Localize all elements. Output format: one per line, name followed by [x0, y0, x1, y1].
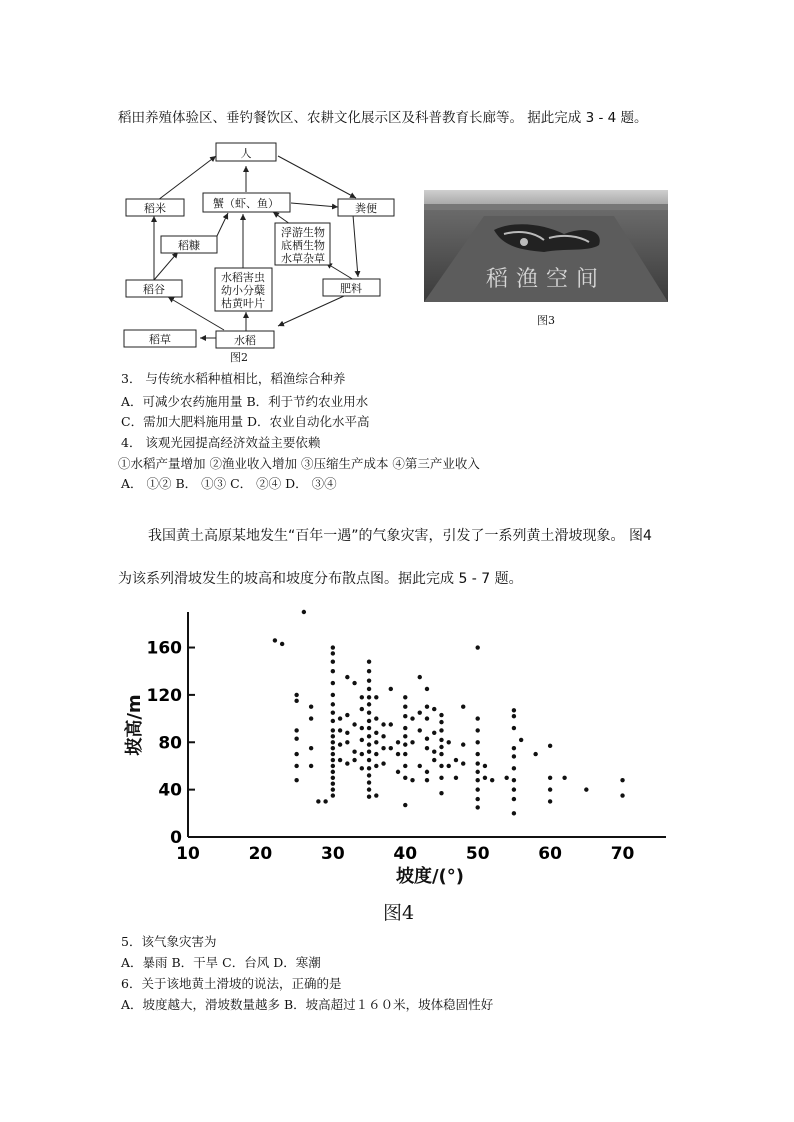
scatter-point — [475, 797, 479, 801]
scatter-point — [360, 738, 364, 742]
scatter-point — [367, 710, 371, 714]
x-tick-label: 50 — [465, 844, 490, 864]
scatter-point — [331, 660, 335, 664]
scatter-point — [475, 740, 479, 744]
node-fuyou-1: 浮游生物 — [281, 226, 325, 239]
scatter-point — [512, 797, 516, 801]
intro-text: 稻田养殖体验区、垂钓餐饮区、农耕文化展示区及科普教育长廊等。 据此完成 3 - 4 题。 — [118, 110, 648, 126]
x-tick-label: 60 — [538, 844, 562, 864]
scatter-point — [331, 746, 335, 750]
scatter-point — [367, 702, 371, 706]
figure-2-caption: 图2 — [230, 351, 248, 364]
scatter-point — [475, 716, 479, 720]
scatter-point — [331, 651, 335, 655]
scatter-point — [374, 716, 378, 720]
scatter-point — [396, 740, 400, 744]
scatter-point — [367, 687, 371, 691]
scatter-point — [294, 737, 298, 741]
scatter-point — [512, 778, 516, 782]
scatter-point — [360, 752, 364, 756]
scatter-point — [374, 752, 378, 756]
scatter-point — [454, 758, 458, 762]
scatter-point — [360, 726, 364, 730]
scatter-point — [309, 705, 313, 709]
scatter-point — [519, 738, 523, 742]
scatter-point — [439, 713, 443, 717]
scatter-point — [331, 782, 335, 786]
scatter-point — [483, 764, 487, 768]
question-5-options: A．暴雨 B．干旱 C．台风 D．寒潮 — [121, 955, 321, 970]
scatter-point — [280, 642, 284, 646]
x-tick-label: 30 — [321, 844, 345, 864]
scatter-point — [512, 787, 516, 791]
scatter-point — [352, 722, 356, 726]
scatter-point — [475, 728, 479, 732]
scatter-point — [512, 726, 516, 730]
scatter-point — [367, 742, 371, 746]
scatter-point — [294, 699, 298, 703]
scatter-point — [475, 645, 479, 649]
scatter-point — [338, 742, 342, 746]
field-lettering: 稻渔空间 — [485, 267, 607, 292]
scatter-point — [294, 693, 298, 697]
scatter-point — [367, 726, 371, 730]
scatter-point — [475, 761, 479, 765]
scatter-point — [367, 758, 371, 762]
x-tick-label: 20 — [248, 844, 273, 864]
scatter-point — [294, 752, 298, 756]
scatter-point — [331, 776, 335, 780]
food-chain-diagram — [118, 140, 418, 360]
scatter-point — [548, 787, 552, 791]
scatter-point — [302, 610, 306, 614]
scatter-point — [410, 740, 414, 744]
scatter-point — [584, 787, 588, 791]
scatter-point — [367, 787, 371, 791]
scatter-point — [454, 776, 458, 780]
scatter-point — [381, 722, 385, 726]
scatter-point — [439, 776, 443, 780]
scatter-point — [331, 681, 335, 685]
scatter-point — [461, 761, 465, 765]
scatter-point — [504, 776, 508, 780]
scatter-point — [548, 744, 552, 748]
scatter-point — [418, 675, 422, 679]
question-3-options-cd: C．需加大肥料施用量 D．农业自动化水平高 — [121, 414, 370, 429]
scatter-point — [403, 705, 407, 709]
scatter-point — [620, 778, 624, 782]
scatter-point — [331, 734, 335, 738]
scatter-point — [439, 720, 443, 724]
scatter-point — [439, 764, 443, 768]
scatter-point — [294, 764, 298, 768]
scatter-point — [548, 776, 552, 780]
scatter-point — [367, 750, 371, 754]
scatter-point — [345, 675, 349, 679]
question-4-items: ①水稻产量增加 ②渔业收入增加 ③压缩生产成本 ④第三产业收入 — [118, 456, 480, 471]
scatter-point — [432, 758, 436, 762]
scatter-point — [432, 750, 436, 754]
scatter-point — [331, 719, 335, 723]
scatter-point — [367, 773, 371, 777]
scatter-point — [512, 754, 516, 758]
node-fuyou-2: 底栖生物 — [281, 239, 325, 252]
scatter-point — [367, 795, 371, 799]
y-tick-label: 120 — [146, 685, 182, 706]
scatter-point — [410, 778, 414, 782]
scatter-point — [331, 728, 335, 732]
scatter-point — [403, 803, 407, 807]
scatter-point — [273, 638, 277, 642]
scatter-point — [352, 681, 356, 685]
scatter-point — [439, 728, 443, 732]
scatter-point — [331, 710, 335, 714]
scatter-point — [533, 752, 537, 756]
scatter-point — [374, 695, 378, 699]
scatter-point — [418, 710, 422, 714]
scatter-point — [403, 695, 407, 699]
scatter-point — [316, 799, 320, 803]
scatter-point — [345, 713, 349, 717]
node-shuidao: 水稻 — [234, 334, 256, 347]
question-4-answers: A． ①② B． ①③ C． ②④ D． ③④ — [121, 476, 337, 491]
scatter-point — [490, 778, 494, 782]
scatter-point — [483, 776, 487, 780]
scatter-point — [447, 740, 451, 744]
x-tick-label: 40 — [393, 844, 418, 864]
figure-4-caption: 图4 — [383, 902, 415, 924]
figure-3-caption: 图3 — [537, 314, 555, 327]
scatter-point — [374, 764, 378, 768]
passage-2-line-1: 我国黄土高原某地发生“百年一遇”的气象灾害，引发了一系列黄土滑坡现象。 图4 — [148, 528, 652, 544]
scatter-point — [403, 726, 407, 730]
scatter-point — [338, 758, 342, 762]
rice-field-photo — [424, 190, 668, 302]
scatter-point — [432, 731, 436, 735]
scatter-point — [425, 705, 429, 709]
scatter-point — [418, 728, 422, 732]
node-haichong-3: 枯黄叶片 — [221, 297, 265, 310]
scatter-point — [381, 761, 385, 765]
passage-2-line-2: 为该系列滑坡发生的坡高和坡度分布散点图。据此完成 5 - 7 题。 — [118, 571, 523, 587]
scatter-point — [425, 687, 429, 691]
scatter-point — [338, 716, 342, 720]
scatter-point — [360, 707, 364, 711]
scatter-point — [331, 693, 335, 697]
scatter-point — [439, 752, 443, 756]
scatter-point — [461, 742, 465, 746]
scatter-point — [512, 811, 516, 815]
scatter-point — [425, 770, 429, 774]
scatter-point — [367, 660, 371, 664]
scatter-point — [447, 764, 451, 768]
scatter-point — [338, 728, 342, 732]
scatter-point — [512, 766, 516, 770]
question-3-options-ab: A．可减少农药施用量 B．利于节约农业用水 — [121, 394, 369, 409]
scatter-point — [367, 780, 371, 784]
scatter-point — [345, 731, 349, 735]
scatter-point — [323, 799, 327, 803]
scatter-point — [331, 645, 335, 649]
scatter-point — [562, 776, 566, 780]
scatter-point — [345, 761, 349, 765]
x-axis-label: 坡度/(°) — [395, 866, 465, 887]
scatter-point — [331, 752, 335, 756]
scatter-point — [367, 766, 371, 770]
scatter-point — [309, 764, 313, 768]
node-fuyou-3: 水草杂草 — [281, 252, 325, 265]
scatter-point — [309, 746, 313, 750]
scatter-point — [425, 778, 429, 782]
node-xie: 蟹（虾、鱼） — [213, 197, 279, 210]
scatter-point — [374, 731, 378, 735]
scatter-point — [512, 746, 516, 750]
scatter-point — [425, 737, 429, 741]
scatter-point — [425, 716, 429, 720]
scatter-point — [389, 746, 393, 750]
scatter-point — [331, 702, 335, 706]
scatter-point — [439, 745, 443, 749]
scatter-point — [475, 778, 479, 782]
scatter-point — [418, 764, 422, 768]
node-ren: 人 — [240, 147, 252, 160]
scatter-point — [294, 728, 298, 732]
question-6-stem: 6．关于该地黄土滑坡的说法，正确的是 — [121, 976, 342, 991]
scatter-point — [367, 695, 371, 699]
scatter-point — [475, 752, 479, 756]
node-daokang: 稻糠 — [178, 239, 200, 252]
scatter-point — [360, 695, 364, 699]
scatter-point — [475, 770, 479, 774]
scatter-point — [512, 708, 516, 712]
scatter-point — [374, 740, 378, 744]
y-tick-label: 0 — [170, 828, 182, 848]
node-haichong-2: 幼小分蘖 — [221, 284, 265, 297]
scatter-point — [512, 714, 516, 718]
question-4-stem: 4． 该观光园提高经济效益主要依赖 — [121, 435, 321, 450]
scatter-point — [367, 678, 371, 682]
y-tick-label: 80 — [158, 733, 182, 754]
y-axis-label: 坡高/m — [124, 694, 145, 756]
scatter-point — [403, 752, 407, 756]
scatter-point — [439, 738, 443, 742]
scatter-point — [331, 758, 335, 762]
scatter-point — [389, 687, 393, 691]
scatter-point — [403, 776, 407, 780]
scatter-point — [331, 669, 335, 673]
node-daogu: 稻谷 — [143, 283, 165, 296]
scatter-point — [425, 746, 429, 750]
node-feiliao: 肥料 — [340, 282, 362, 295]
scatter-point — [331, 764, 335, 768]
scatter-point — [403, 714, 407, 718]
node-daomi: 稻米 — [144, 202, 166, 215]
scatter-point — [389, 722, 393, 726]
scatter-point — [331, 740, 335, 744]
scatter-point — [374, 793, 378, 797]
scatter-point — [475, 805, 479, 809]
node-daocao: 稻草 — [149, 333, 171, 346]
scatter-point — [360, 766, 364, 770]
landslide-scatter-chart — [118, 600, 678, 895]
scatter-point — [548, 799, 552, 803]
scatter-point — [331, 770, 335, 774]
node-haichong-1: 水稻害虫 — [221, 271, 265, 284]
y-tick-label: 40 — [158, 780, 182, 801]
node-fenbian: 粪便 — [355, 202, 377, 215]
question-5-stem: 5．该气象灾害为 — [121, 934, 217, 949]
scatter-point — [352, 758, 356, 762]
scatter-point — [475, 787, 479, 791]
scatter-point — [331, 787, 335, 791]
scatter-point — [403, 764, 407, 768]
x-tick-label: 70 — [610, 844, 635, 864]
scatter-point — [331, 793, 335, 797]
scatter-point — [620, 793, 624, 797]
scatter-point — [432, 707, 436, 711]
scatter-point — [439, 791, 443, 795]
scatter-point — [410, 716, 414, 720]
scatter-point — [403, 742, 407, 746]
scatter-point — [396, 752, 400, 756]
scatter-point — [367, 669, 371, 673]
scatter-point — [461, 705, 465, 709]
scatter-point — [309, 716, 313, 720]
scatter-point — [381, 734, 385, 738]
x-tick-label: 10 — [176, 844, 200, 864]
scatter-point — [396, 770, 400, 774]
scatter-point — [367, 719, 371, 723]
scatter-point — [294, 778, 298, 782]
question-3-stem: 3． 与传统水稻种植相比，稻渔综合种养 — [121, 371, 346, 386]
scatter-point — [345, 740, 349, 744]
question-6-options: A．坡度越大，滑坡数量越多 B．坡高超过１６０米，坡体稳固性好 — [121, 997, 494, 1012]
scatter-point — [403, 734, 407, 738]
scatter-point — [367, 734, 371, 738]
scatter-point — [381, 746, 385, 750]
y-tick-label: 160 — [146, 638, 182, 659]
scatter-point — [352, 750, 356, 754]
